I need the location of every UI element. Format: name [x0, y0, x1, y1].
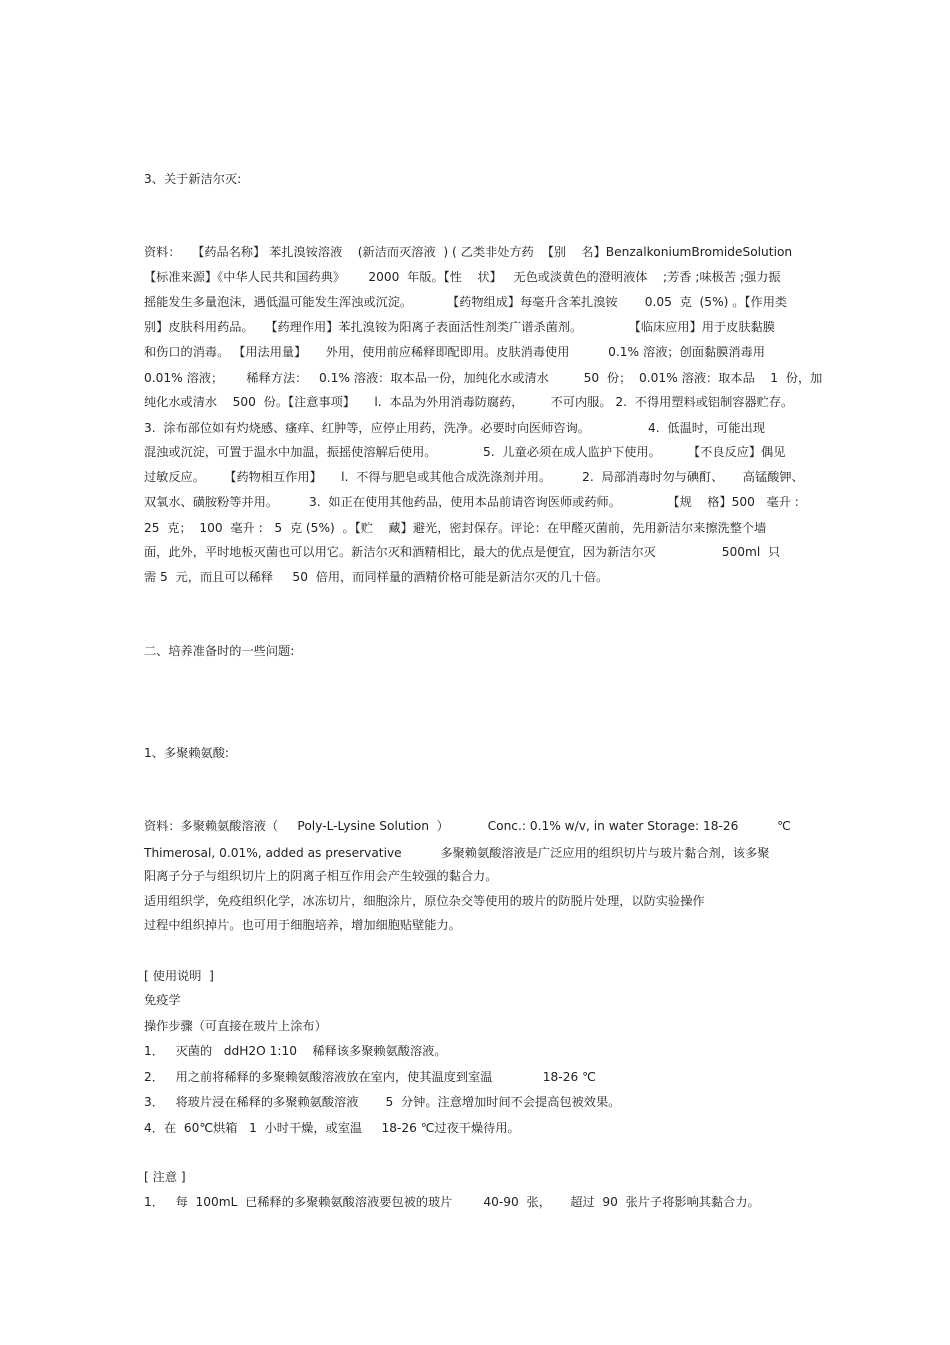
paragraph-line: 混浊或沉淀，可置于温水中加温，振摇使溶解后使用。 5. 儿童必须在成人监护下使用。 【不良反应】偶见 [144, 445, 786, 459]
paragraph-line: 需 5 元，而且可以稀释 50 倍用，而同样量的酒精价格可能是新洁尔灭的几十倍。 [144, 570, 609, 584]
paragraph-line: 面，此外，平时地板灭菌也可以用它。新洁尔灭和酒精相比，最大的优点是便宜，因为新洁尔灭 500ml 只 [144, 545, 781, 559]
paragraph-line: 过敏反应。 【药物相互作用】 l. 不得与肥皂或其他合成洗涤剂并用。 2. 局部消毒时勿与碘酊、 高锰酸钾、 [144, 470, 804, 484]
usage-subheading: 免疫学 [144, 993, 181, 1007]
paragraph-line: 25 克； 100 毫升 : 5 克 (5%) 。【贮 藏】避光，密封保存。评论：在甲醛灭菌前，先用新洁尔来擦洗整个墙 [144, 521, 767, 535]
paragraph-line: 资料： 【药品名称】 苯扎溴铵溶液 (新洁而灭溶液 ) ( 乙类非处方药 【别 名】BenzalkoniumBromideSolution [144, 245, 793, 259]
step-item: 4．在 60℃烘箱 1 小时干燥，或室温 18-26 ℃过夜干燥待用。 [144, 1121, 520, 1135]
paragraph-line: 双氧水、磺胺粉等并用。 3. 如正在使用其他药品，使用本品前请咨询医师或药师。 【规 格】500 毫升 : [144, 495, 799, 509]
paragraph-line: 资料：多聚赖氨酸溶液（ Poly-L-Lysine Solution ） Conc.: 0.1% w/v, in water Storage: 18-26 ℃ [144, 819, 791, 833]
steps-title: 操作步骤（可直接在玻片上涂布） [144, 1019, 327, 1033]
paragraph-line: 别】皮肤科用药品。 【药理作用】苯扎溴铵为阳离子表面活性剂类广谱杀菌剂。 【临床应用】用于皮肤黏膜 [144, 320, 775, 334]
step-item: 3． 将玻片浸在稀释的多聚赖氨酸溶液 5 分钟。注意增加时间不会提高包被效果。 [144, 1095, 621, 1109]
paragraph-line: Thimerosal, 0.01%, added as preservative 多聚赖氨酸溶液是广泛应用的组织切片与玻片黏合剂，该多聚 [144, 846, 770, 860]
paragraph-line: 过程中组织掉片。也可用于细胞培养，增加细胞贴壁能力。 [144, 918, 461, 932]
notice-heading: [ 注意 ] [144, 1170, 186, 1184]
step-item: 2． 用之前将稀释的多聚赖氨酸溶液放在室内，使其温度到室温 18-26 ℃ [144, 1070, 596, 1084]
paragraph-line: 纯化水或清水 500 份。【注意事项】 l. 本品为外用消毒防腐药， 不可内服。 2. 不得用塑料或铝制容器贮存。 [144, 395, 794, 409]
notice-item: 1． 每 100mL 已稀释的多聚赖氨酸溶液要包被的玻片 40-90 张， 超过 90 张片子将影响其黏合力。 [144, 1195, 760, 1209]
section-heading: 3、关于新洁尔灭: [144, 172, 242, 186]
section-heading: 二、培养准备时的一些问题: [144, 644, 295, 658]
step-item: 1． 灭菌的 ddH2O 1:10 稀释该多聚赖氨酸溶液。 [144, 1044, 447, 1058]
paragraph-line: 【标准来源】《中华人民共和国药典》 2000 年版。【性 状】 无色或淡黄色的澄明液体 ;芳香 ;味极苦 ;强力振 [144, 270, 781, 284]
paragraph-line: 和伤口的消毒。 【用法用量】 外用，使用前应稀释即配即用。皮肤消毒使用 0.1% 溶液；创面黏膜消毒用 [144, 345, 765, 359]
paragraph-line: 0.01% 溶液； 稀释方法： 0.1% 溶液：取本品一份，加纯化水或清水 50 份； 0.01% 溶液：取本品 1 份，加 [144, 371, 823, 385]
paragraph-line: 摇能发生多量泡沫，遇低温可能发生浑浊或沉淀。 【药物组成】每毫升含苯扎溴铵 0.05 克 (5%) 。【作用类 [144, 295, 788, 309]
section-heading: 1、多聚赖氨酸: [144, 746, 229, 760]
paragraph-line: 阳离子分子与组织切片上的阴离子相互作用会产生较强的黏合力。 [144, 869, 498, 883]
paragraph-line: 3. 涂布部位如有灼烧感、瘙痒、红肿等，应停止用药，洗净。必要时向医师咨询。 4. 低温时，可能出现 [144, 421, 765, 435]
paragraph-line: 适用组织学，免疫组织化学，冰冻切片，细胞涂片，原位杂交等使用的玻片的防脱片处理，以防实验操作 [144, 894, 705, 908]
usage-heading: [ 使用说明 ] [144, 969, 214, 983]
